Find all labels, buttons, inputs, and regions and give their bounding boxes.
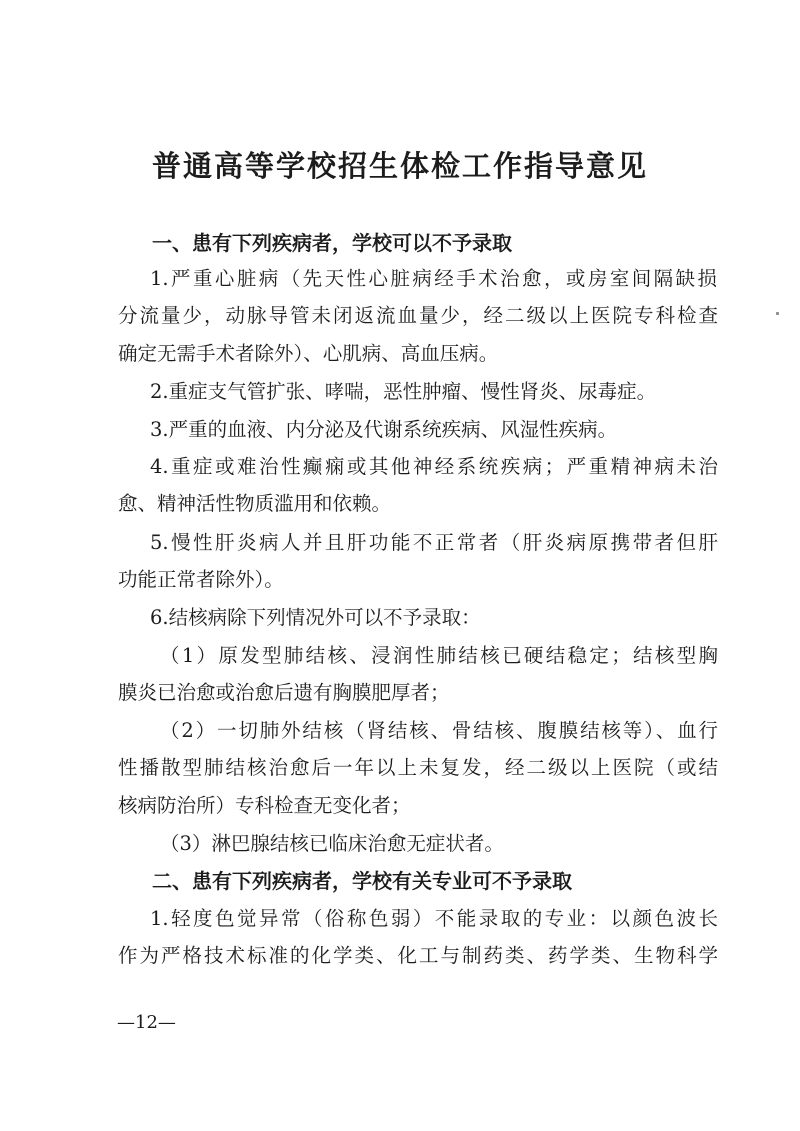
paragraph-line: 1.严重心脏病（先天性心脏病经手术治愈，或房室间隔缺损: [150, 267, 717, 290]
paragraph-line: 1.轻度色觉异常（俗称色弱）不能录取的专业：以颜色波长: [150, 907, 718, 930]
paragraph-line: 分流量少，动脉导管未闭返流血量少，经二级以上医院专科检查: [118, 304, 718, 327]
paragraph-line: 性播散型肺结核治愈后一年以上未复发，经二级以上医院（或结: [118, 756, 718, 779]
paragraph-line: 愈、精神活性物质滥用和依赖。: [118, 492, 392, 515]
paragraph-line: 2.重症支气管扩张、哮喘，恶性肿瘤、慢性肾炎、尿毒症。: [150, 380, 657, 403]
paragraph-line: （2）一切肺外结核（肾结核、骨结核、腹膜结核等）、血行: [160, 719, 718, 742]
paragraph-line: 作为严格技术标准的化学类、化工与制药类、药学类、生物科学: [118, 944, 718, 967]
paragraph-line: 膜炎已治愈或治愈后遗有胸膜肥厚者；: [118, 681, 450, 704]
paragraph-line: 3.严重的血液、内分泌及代谢系统疾病、风湿性疾病。: [150, 418, 618, 441]
paragraph-line: 确定无需手术者除外）、心肌病、高血压病。: [118, 342, 499, 365]
paragraph-line: 核病防治所）专科检查无变化者；: [118, 794, 411, 817]
paragraph-line: 6.结核病除下列情况外可以不予录取：: [150, 606, 481, 629]
paragraph-line: （1）原发型肺结核、浸润性肺结核已硬结稳定；结核型胸: [160, 644, 718, 667]
scan-speck: [776, 312, 779, 315]
paragraph-line: （3）淋巴腺结核已临床治愈无症状者。: [160, 832, 504, 855]
document-title: 普通高等学校招生体检工作指导意见: [151, 149, 648, 183]
section-1-heading: 一、患有下列疾病者，学校可以不予录取: [152, 231, 512, 255]
paragraph-line: 5.慢性肝炎病人并且肝功能不正常者（肝炎病原携带者但肝: [150, 531, 718, 554]
section-2-heading: 二、患有下列疾病者，学校有关专业可不予录取: [152, 869, 572, 893]
page-number: —12—: [117, 1012, 176, 1033]
paragraph-line: 4.重症或难治性癫痫或其他神经系统疾病；严重精神病未治: [150, 455, 718, 478]
paragraph-line: 功能正常者除外）。: [118, 568, 284, 591]
